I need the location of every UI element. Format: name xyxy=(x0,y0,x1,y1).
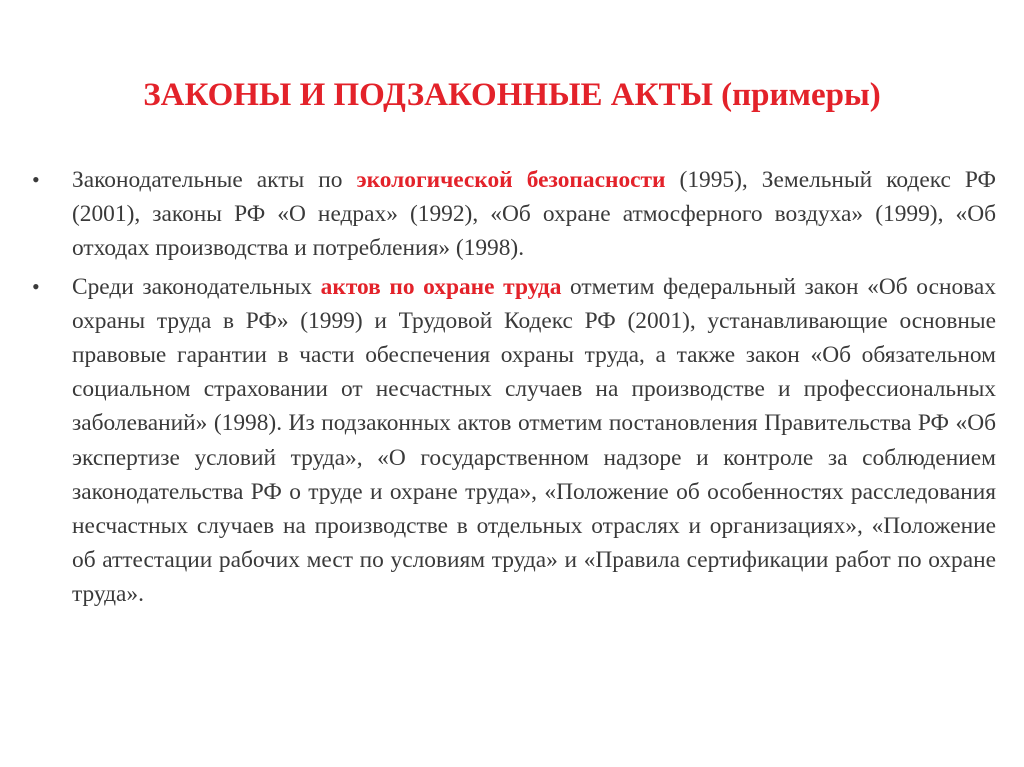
bullet-text-before: Законодательные акты по xyxy=(72,167,357,193)
bullet-item-environmental-laws xyxy=(30,163,996,266)
slide-title: ЗАКОНЫ И ПОДЗАКОННЫЕ АКТЫ (примеры) xyxy=(143,77,881,113)
bullet-highlight: экологической безопасности xyxy=(356,167,666,193)
bullet-list xyxy=(30,163,996,616)
bullet-item-labor-safety-laws xyxy=(30,270,996,612)
bullet-text-after: отметим федеральный закон «Об основах охраны труда в РФ» (1999) и Трудовой Кодекс РФ (2001), устанавливающие основные правовые гарантии в части обеспечения охраны труда, а также закон «Об обязательном социальном страховании от несчастных случаев на производстве и профессиональных заболеваний» (1998). Из подзаконных актов отметим постановления Правительства РФ «Об экспертизе условий труда», «О государственном надзоре и контроле за соблюдением законодательства РФ о труде и охране труда», «Положение об особенностях расследования несчастных случаев на производстве в отдельных отраслях и организациях», «Положение об аттестации рабочих мест по условиям труда» и «Правила сертификации работ по охране труда». xyxy=(72,273,996,608)
bullet-marker: • xyxy=(32,167,40,192)
bullet-text-before: Среди законодательных xyxy=(72,273,321,300)
bullet-text-after: (1995), Земельный кодекс РФ (2001), законы РФ «О недрах» (1992), «Об охране атмосферного воздуха» (1999), «Об отходах производства и потребления» (1998). xyxy=(72,167,996,262)
bullet-marker: • xyxy=(32,273,40,299)
bullet-highlight: актов по охране труда xyxy=(320,273,562,300)
